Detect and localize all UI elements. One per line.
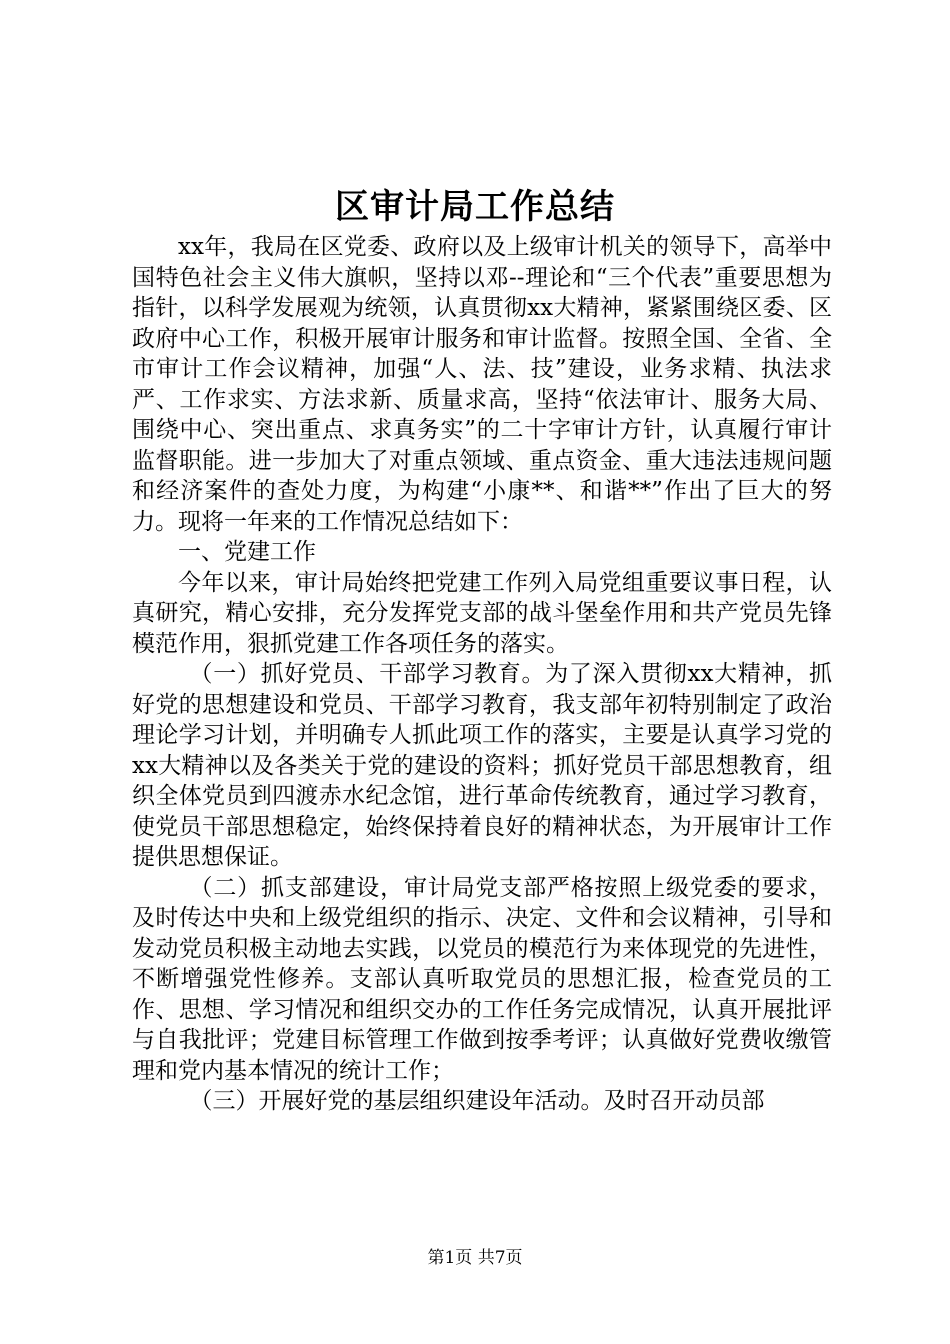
paragraph-study-education: （一）抓好党员、干部学习教育。为了深入贯彻xx大精神，抓好党的思想建设和党员、干部学习教育，我支部年初特别制定了政治理论学习计划，并明确专人抓此项工作的落实，主要是认真学习党的xx大精神以及各类关于党的建设的资料；抓好党员干部思想教育，组织全体党员到四渡赤水纪念馆，进行革命传统教育，通过学习教育，使党员干部思想稳定，始终保持着良好的精神状态，为开展审计工作提供思想保证。 <box>132 661 832 870</box>
paragraph-grassroots-organization: （三）开展好党的基层组织建设年活动。及时召开动员部 <box>189 1088 765 1114</box>
document-body <box>132 232 832 1117</box>
page-number: 第1页 共7页 <box>427 1248 523 1268</box>
paragraph-party-building: 今年以来，审计局始终把党建工作列入局党组重要议事日程，认真研究，精心安排，充分发挥党支部的战斗堡垒作用和共产党员先锋模范作用，狠抓党建工作各项任务的落实。 <box>132 569 832 657</box>
paragraph-branch-building: （二）抓支部建设，审计局党支部严格按照上级党委的要求，及时传达中央和上级党组织的指示、决定、文件和会议精神，引导和发动党员积极主动地去实践，以党员的模范行为来体现党的先进性，不断增强党性修养。支部认真听取党员的思想汇报，检查党员的工作、思想、学习情况和组织交办的工作任务完成情况，认真开展批评与自我批评；党建目标管理工作做到按季考评；认真做好党费收缴管理和党内基本情况的统计工作； <box>132 874 832 1084</box>
document-title: 区审计局工作总结 <box>335 187 615 227</box>
section-heading-party-building: 一、党建工作 <box>178 539 316 565</box>
paragraph-intro: xx年，我局在区党委、政府以及上级审计机关的领导下，高举中国特色社会主义伟大旗帜，坚持以邓--理论和“三个代表”重要思想为指针，以科学发展观为统领，认真贯彻xx大精神，紧紧围绕区委、区政府中心工作，积极开展审计服务和审计监督。按照全国、全省、全市审计工作会议精神，加强“人、法、技”建设，业务求精、执法求严、工作求实、方法求新、质量求高，坚持“依法审计、服务大局、围绕中心、突出重点、求真务实”的二十字审计方针，认真履行审计监督职能。进一步加大了对重点领域、重点资金、重大违法违规问题和经济案件的查处力度，为构建“小康**、和谐**”作出了巨大的努力。现将一年来的工作情况总结如下： <box>132 234 832 535</box>
